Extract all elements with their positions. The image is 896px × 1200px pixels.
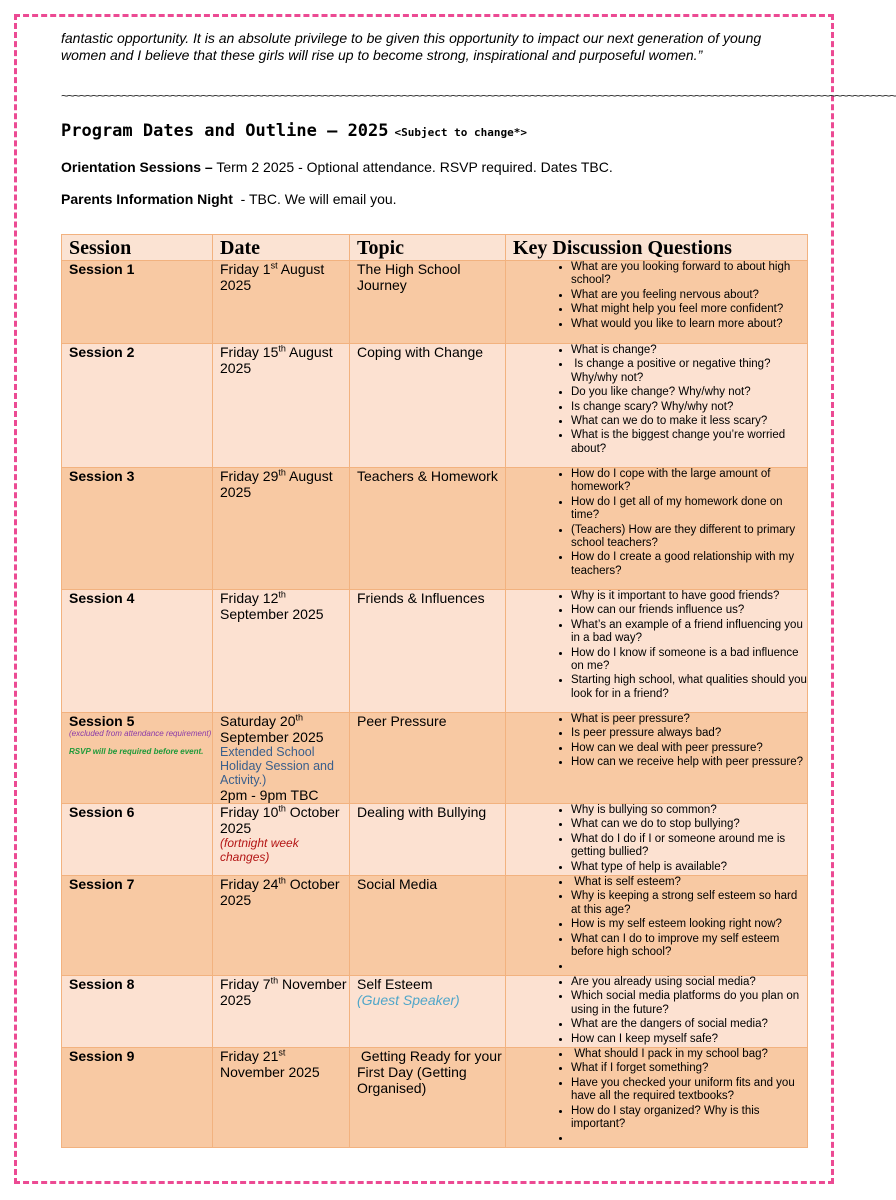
question-item: • What is self esteem?: [571, 876, 807, 889]
question-item: • How is my self esteem looking right now?: [571, 918, 807, 931]
question-item: • What’s an example of a friend influencing you in a bad way?: [571, 619, 807, 646]
topic-cell: [350, 975, 506, 1047]
question-item: • What do I do if I or someone around me is getting bullied?: [571, 833, 807, 860]
question-item: • How do I stay organized? Why is this important?: [571, 1105, 807, 1132]
session-cell: [62, 876, 213, 976]
topic-text: Social Media: [357, 876, 438, 893]
session-cell: [62, 804, 213, 876]
date-text: Friday 7: [220, 975, 271, 992]
question-item: • What might help you feel more confident?: [571, 303, 807, 316]
date-text: Friday 15: [220, 344, 279, 360]
session-time: 2pm - 9pm TBC: [220, 787, 319, 803]
topic-cell: [350, 804, 506, 876]
quote-line-2: women and I believe that these girls will rise up to become strong, inspirational and purposeful women.”: [61, 47, 703, 63]
date-suffix: th: [278, 467, 286, 478]
date-rest: September 2025: [220, 729, 324, 745]
questions-list: [513, 804, 807, 874]
question-item: • Starting high school, what qualities should you look for in a friend?: [571, 674, 807, 701]
session-label: Session 2: [69, 344, 135, 360]
questions-list: [513, 876, 807, 974]
questions-list: [513, 976, 807, 1046]
quote-text: [61, 30, 807, 64]
question-item: • Is change scary? Why/why not?: [571, 401, 807, 414]
questions-list: [513, 468, 807, 578]
program-subtitle: <Subject to change*>: [394, 126, 527, 139]
session-label: Session 6: [69, 804, 135, 820]
session-cell: [62, 1047, 213, 1147]
date-suffix: th: [278, 343, 286, 354]
question-item: • How do I get all of my homework done on time?: [571, 496, 807, 523]
table-row: [62, 876, 808, 976]
questions-list: [513, 261, 807, 331]
header-questions: Key Discussion Questions: [506, 235, 808, 261]
question-item: • What is peer pressure?: [571, 713, 807, 726]
question-item: • What type of help is available?: [571, 861, 807, 874]
date-suffix: th: [295, 712, 304, 723]
topic-cell: [350, 876, 506, 976]
schedule-table: [61, 234, 811, 1148]
date-suffix: th: [270, 975, 279, 986]
topic-cell: [350, 344, 506, 468]
session-cell: [62, 975, 213, 1047]
date-text: Friday 10: [220, 804, 279, 820]
date-rest: October 2025: [220, 804, 340, 836]
date-cell: [213, 344, 350, 468]
question-item: • Are you already using social media?: [571, 976, 807, 989]
questions-cell: [506, 1047, 808, 1147]
orientation-label: Orientation Sessions –: [61, 159, 213, 175]
question-item: • What can we do to stop bullying?: [571, 818, 807, 831]
date-cell: [213, 975, 350, 1047]
question-item: • What are you feeling nervous about?: [571, 289, 807, 302]
question-item: • How do I know if someone is a bad influence on me?: [571, 647, 807, 674]
question-item: • Have you checked your uniform fits and you have all the required textbooks?: [571, 1077, 807, 1104]
table-row: [62, 261, 808, 344]
session-label: Session 5: [69, 713, 135, 729]
question-item: [571, 960, 807, 973]
topic-text: The High School Journey: [357, 261, 465, 293]
topic-text: Self Esteem: [357, 975, 433, 992]
session-cell: [62, 713, 213, 804]
session-cell: [62, 590, 213, 713]
question-item: • How can our friends influence us?: [571, 604, 807, 617]
parents-line: [61, 191, 807, 207]
intro-section: [61, 30, 896, 207]
session-cell: [62, 468, 213, 590]
question-item: • How can we receive help with peer pressure?: [571, 756, 807, 769]
topic-text: Getting Ready for your First Day (Getting Organised): [357, 1047, 506, 1096]
question-item: • (Teachers) How are they different to primary school teachers?: [571, 524, 807, 551]
date-suffix: th: [278, 589, 286, 600]
topic-text: Dealing with Bullying: [357, 804, 487, 820]
topic-text: Teachers & Homework: [357, 468, 498, 484]
topic-text: Friends & Influences: [357, 590, 485, 606]
date-text: Friday 1: [220, 261, 271, 277]
fortnight-note: (fortnight week changes): [220, 836, 299, 864]
questions-list: [513, 590, 811, 701]
questions-list: [513, 1048, 807, 1146]
rsvp-note: RSVP will be required before event.: [69, 747, 204, 756]
table-header-row: [62, 235, 808, 261]
question-item: • Do you like change? Why/why not?: [571, 386, 807, 399]
question-item: • How can I keep myself safe?: [571, 1033, 807, 1046]
table-row: [62, 1047, 808, 1147]
date-suffix: st: [270, 260, 278, 271]
question-item: • What would you like to learn more about?: [571, 318, 807, 331]
question-item: • Is change a positive or negative thing? Why/why not?: [571, 358, 807, 385]
date-rest: October 2025: [220, 876, 340, 909]
header-session: Session: [62, 235, 213, 261]
date-suffix: th: [278, 875, 286, 886]
date-suffix: st: [278, 1047, 286, 1058]
attendance-note: (excluded from attendance requirement): [69, 729, 212, 738]
topic-text: Coping with Change: [357, 344, 484, 360]
questions-cell: [506, 713, 808, 804]
session-label: Session 4: [69, 590, 135, 606]
date-cell: [213, 261, 350, 344]
topic-text: Peer Pressure: [357, 713, 447, 729]
date-rest: August 2025: [220, 344, 333, 376]
question-item: • How do I create a good relationship with my teachers?: [571, 551, 807, 578]
question-item: • What can we do to make it less scary?: [571, 415, 807, 428]
quote-line-1: fantastic opportunity. It is an absolute privilege to be given this opportunity to impact our next generation of young: [61, 30, 762, 46]
date-rest: September 2025: [220, 606, 324, 622]
question-item: • What are the dangers of social media?: [571, 1018, 807, 1031]
date-text: Friday 24: [220, 876, 279, 893]
date-cell: [213, 1047, 350, 1147]
header-topic: Topic: [350, 235, 506, 261]
question-item: • What if I forget something?: [571, 1062, 807, 1075]
topic-cell: [350, 1047, 506, 1147]
question-item: • Why is bullying so common?: [571, 804, 807, 817]
date-text: Friday 29: [220, 468, 279, 484]
table-row: [62, 804, 808, 876]
date-rest: August 2025: [220, 261, 325, 293]
topic-cell: [350, 713, 506, 804]
session-label: Session 8: [69, 975, 135, 992]
guest-speaker-note: (Guest Speaker): [357, 991, 460, 1008]
questions-cell: [506, 261, 808, 344]
question-item: • Which social media platforms do you plan on using in the future?: [571, 990, 807, 1017]
date-text: Friday 12: [220, 590, 279, 606]
question-item: [571, 1132, 807, 1145]
table-row: [62, 344, 808, 468]
date-cell: [213, 804, 350, 876]
question-item: • What can I do to improve my self esteem before high school?: [571, 933, 807, 960]
questions-cell: [506, 975, 808, 1047]
question-item: • Is peer pressure always bad?: [571, 727, 807, 740]
date-text: Saturday 20: [220, 713, 296, 729]
session-label: Session 1: [69, 261, 135, 277]
date-rest: November 2025: [220, 975, 347, 1008]
topic-cell: [350, 261, 506, 344]
date-cell: [213, 468, 350, 590]
question-item: • How do I cope with the large amount of homework?: [571, 468, 807, 495]
question-item: • How can we deal with peer pressure?: [571, 742, 807, 755]
question-item: • What should I pack in my school bag?: [571, 1048, 807, 1061]
date-rest: November 2025: [220, 1063, 320, 1080]
date-suffix: th: [278, 803, 286, 814]
orientation-line: [61, 159, 807, 175]
date-cell: [213, 590, 350, 713]
questions-cell: [506, 876, 808, 976]
table-row: [62, 590, 808, 713]
session-label: Session 7: [69, 876, 135, 893]
session-cell: [62, 261, 213, 344]
question-item: • Why is keeping a strong self esteem so hard at this age?: [571, 890, 807, 917]
session-label: Session 9: [69, 1047, 135, 1064]
table-row: [62, 975, 808, 1047]
questions-cell: [506, 590, 811, 713]
program-heading: [61, 121, 807, 141]
session-label: Session 3: [69, 468, 135, 484]
date-rest: August 2025: [220, 468, 333, 500]
question-item: • What are you looking forward to about high school?: [571, 261, 807, 288]
header-date: Date: [213, 235, 350, 261]
tilde-divider: ~~~~~~~~~~~~~~~~~~~~~~~~~~~~~~~~~~~~~~~~~~~~~~~~~~~~~~~~~~~~~~~~~~~~~~~~~~~~~~~~~~~~~~~~~~~~~~~~~~~~~~~~~~~~~~~~~~~~~~~~~~~~~~~~~~~~~~~~~: [61, 88, 896, 103]
parents-label: Parents Information Night: [61, 191, 233, 207]
questions-cell: [506, 804, 808, 876]
question-item: • What is the biggest change you’re worried about?: [571, 429, 807, 456]
table-row: [62, 713, 808, 804]
questions-list: [513, 344, 807, 456]
topic-cell: [350, 468, 506, 590]
extended-session-note: Extended School Holiday Session and Activity.): [220, 745, 334, 787]
topic-cell: [350, 590, 506, 713]
questions-cell: [506, 344, 808, 468]
questions-cell: [506, 468, 808, 590]
question-item: • Why is it important to have good friends?: [571, 590, 807, 603]
orientation-text: Term 2 2025 - Optional attendance. RSVP required. Dates TBC.: [212, 159, 613, 175]
parents-text: - TBC. We will email you.: [232, 191, 397, 207]
session-cell: [62, 344, 213, 468]
question-item: • What is change?: [571, 344, 807, 357]
date-cell: [213, 713, 350, 804]
date-text: Friday 21: [220, 1047, 279, 1064]
program-title: Program Dates and Outline – 2025: [61, 121, 389, 141]
questions-list: [513, 713, 807, 770]
date-cell: [213, 876, 350, 976]
table-row: [62, 468, 808, 590]
